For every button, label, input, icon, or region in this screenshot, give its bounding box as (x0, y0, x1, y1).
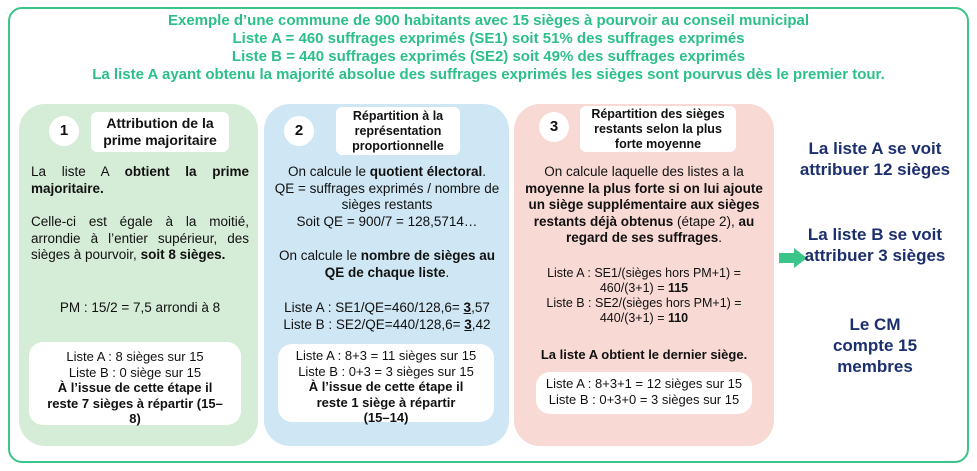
step-2-calc-a: Liste A : SE1/QE=460/128,6= 3,57 (284, 300, 490, 315)
step-3-conclusion: La liste A obtient le dernier siège. (540, 347, 748, 362)
step-1-summary-a: Liste A : 8 sièges sur 15 (66, 349, 204, 364)
step-1-panel (19, 104, 258, 446)
step-2-summary-remaining: À l’issue de cette étape il reste 1 siège à répartir (15–14) (308, 379, 464, 425)
step-1-paragraph-1: La liste A obtient la prime majoritaire. (31, 164, 249, 196)
step-2-calc (270, 300, 504, 333)
step-3-calc-a-line2: 460/(3+1) = 115 (599, 281, 689, 295)
step-2-title: Répartition à la représentation proportionnelle (336, 107, 460, 155)
step-2-summary-b: Liste B : 0+3 = 3 sièges sur 15 (298, 363, 474, 379)
step-3-title: Répartition des sièges restants selon la plus forte moyenne (580, 106, 736, 152)
header-line-4: La liste A ayant obtenu la majorité absolue des suffrages exprimés les sièges sont pourvus dès le premier tour. (92, 66, 885, 83)
step-3-summary-b: Liste B : 0+3+0 = 3 sièges sur 15 (548, 391, 740, 407)
step-2-panel (264, 104, 509, 446)
step-1-number: 1 (49, 116, 79, 146)
header-line-3: Liste B = 440 suffrages exprimés (SE2) soit 49% des suffrages exprimés (231, 48, 746, 65)
header (12, 12, 965, 84)
step-1-pm-calc: PM : 15/2 = 7,5 arrondi à 8 (59, 300, 221, 315)
step-1-title: Attribution de la prime majoritaire (91, 112, 229, 152)
step-2-qe-value: Soit QE = 900/7 = 128,5714… (296, 213, 478, 229)
step-1-summary-remaining: À l’issue de cette étape il reste 7 sièges à répartir (15–8) (47, 380, 223, 426)
step-2-qe-formula: QE = suffrages exprimés / nombre de sièges restants (274, 180, 500, 212)
step-2-paragraph-1: On calcule le quotient électoral. QE = suffrages exprimés / nombre de sièges restants Soit QE = 900/7 = 128,5714… (270, 164, 504, 230)
result-total: Le CM compte 15 membres (832, 315, 918, 376)
step-1-summary-box (29, 342, 241, 425)
step-3-calc (518, 266, 770, 326)
header-line-1: Exemple d’une commune de 900 habitants avec 15 sièges à pourvoir au conseil municipal (167, 12, 810, 29)
step-2-summary-box (278, 344, 494, 425)
step-1-paragraph-2: Celle-ci est égale à la moitié, arrondie à l’entier supérieur, des sièges à pourvoir, soit 8 sièges. (31, 214, 249, 262)
step-3-calc-b-line1: Liste B : SE2/(sièges hors PM+1) = (546, 296, 742, 310)
step-2-summary-a: Liste A : 8+3 = 11 sièges sur 15 (295, 348, 477, 363)
step-3-calc-b-line2: 440/(3+1) = 110 (599, 311, 689, 325)
step-3-number: 3 (539, 112, 569, 142)
step-2-paragraph-2: On calcule le nombre de sièges au QE de chaque liste. (278, 248, 496, 280)
step-1-summary-b: Liste B : 0 siège sur 15 (68, 364, 202, 380)
step-3-summary-box (536, 372, 752, 414)
result-list-a: La liste A se voit attribuer 12 sièges (799, 139, 951, 179)
step-2-calc-b: Liste B : SE2/QE=440/128,6= 3,42 (283, 316, 491, 332)
result-list-b: La liste B se voit attribuer 3 sièges (804, 225, 946, 265)
header-line-2: Liste A = 460 suffrages exprimés (SE1) soit 51% des suffrages exprimés (232, 30, 745, 47)
step-3-panel (514, 104, 774, 446)
step-3-calc-a-line1: Liste A : SE1/(sièges hors PM+1) = (547, 266, 741, 280)
step-3-paragraph-1: On calcule laquelle des listes a la moyenne la plus forte si on lui ajoute un siège supplémentaire aux sièges restants déjà obtenus (étape 2), au regard de ses suffrages. (525, 164, 763, 245)
step-2-number: 2 (284, 116, 314, 146)
step-3-summary-a: Liste A : 8+3+1 = 12 sièges sur 15 (545, 376, 743, 391)
